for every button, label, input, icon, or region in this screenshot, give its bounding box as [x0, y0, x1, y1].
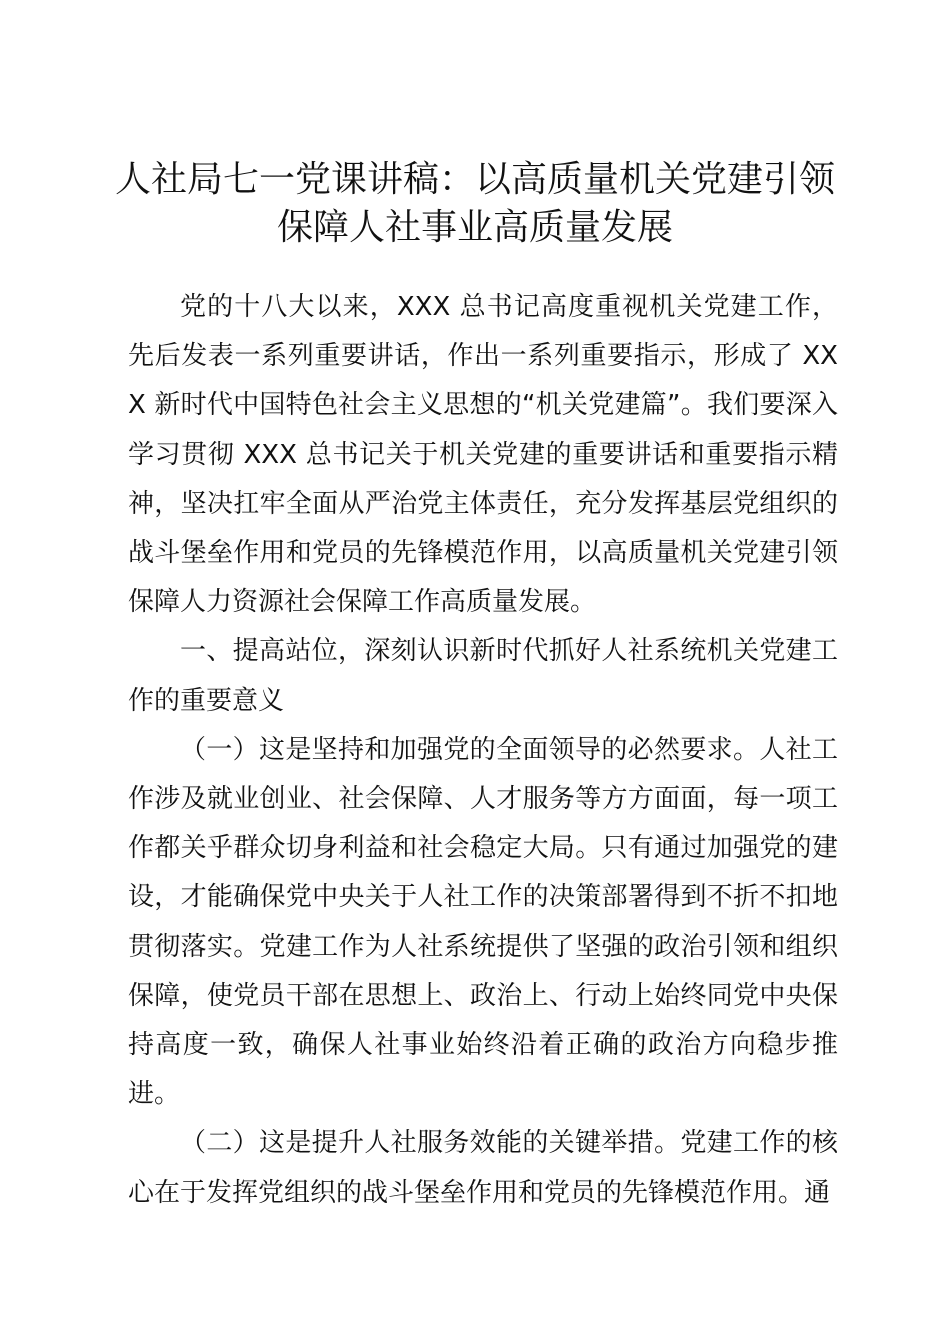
subsection-paragraph-2: （二）这是提升人社服务效能的关键举措。党建工作的核心在于发挥党组织的战斗堡垒作用和党员的先锋模范作用。通: [128, 1128, 838, 1208]
section-heading-1: 一、提高站位，深刻认识新时代抓好人社系统机关党建工作的重要意义: [128, 636, 838, 716]
subsection-paragraph-1: （一）这是坚持和加强党的全面领导的必然要求。人社工作涉及就业创业、社会保障、人才服务等方方面面，每一项工作都关乎群众切身利益和社会稳定大局。只有通过加强党的建设，才能确保党中央关于人社工作的决策部署得到不折不扣地贯彻落实。党建工作为人社系统提供了坚强的政治引领和组织保障，使党员干部在思想上、政治上、行动上始终同党中央保持高度一致，确保人社事业始终沿着正确的政治方向稳步推进。: [128, 734, 838, 1110]
document-body: [128, 283, 838, 1218]
title-line-1: 人社局七一党课讲稿：以高质量机关党建引领: [114, 159, 835, 200]
document-title: [100, 156, 850, 252]
intro-paragraph: 党的十八大以来，XXX 总书记高度重视机关党建工作，先后发表一系列重要讲话，作出一系列重要指示，形成了 XXX 新时代中国特色社会主义思想的“机关党建篇”。我们要深入学习贯彻 XXX 总书记关于机关党建的重要讲话和重要指示精神，坚决扛牢全面从严治党主体责任，充分发挥基层党组织的战斗堡垒作用和党员的先锋模范作用，以高质量机关党建引领保障人力资源社会保障工作高质量发展。: [128, 292, 838, 618]
title-line-2: 保障人社事业高质量发展: [276, 207, 673, 248]
